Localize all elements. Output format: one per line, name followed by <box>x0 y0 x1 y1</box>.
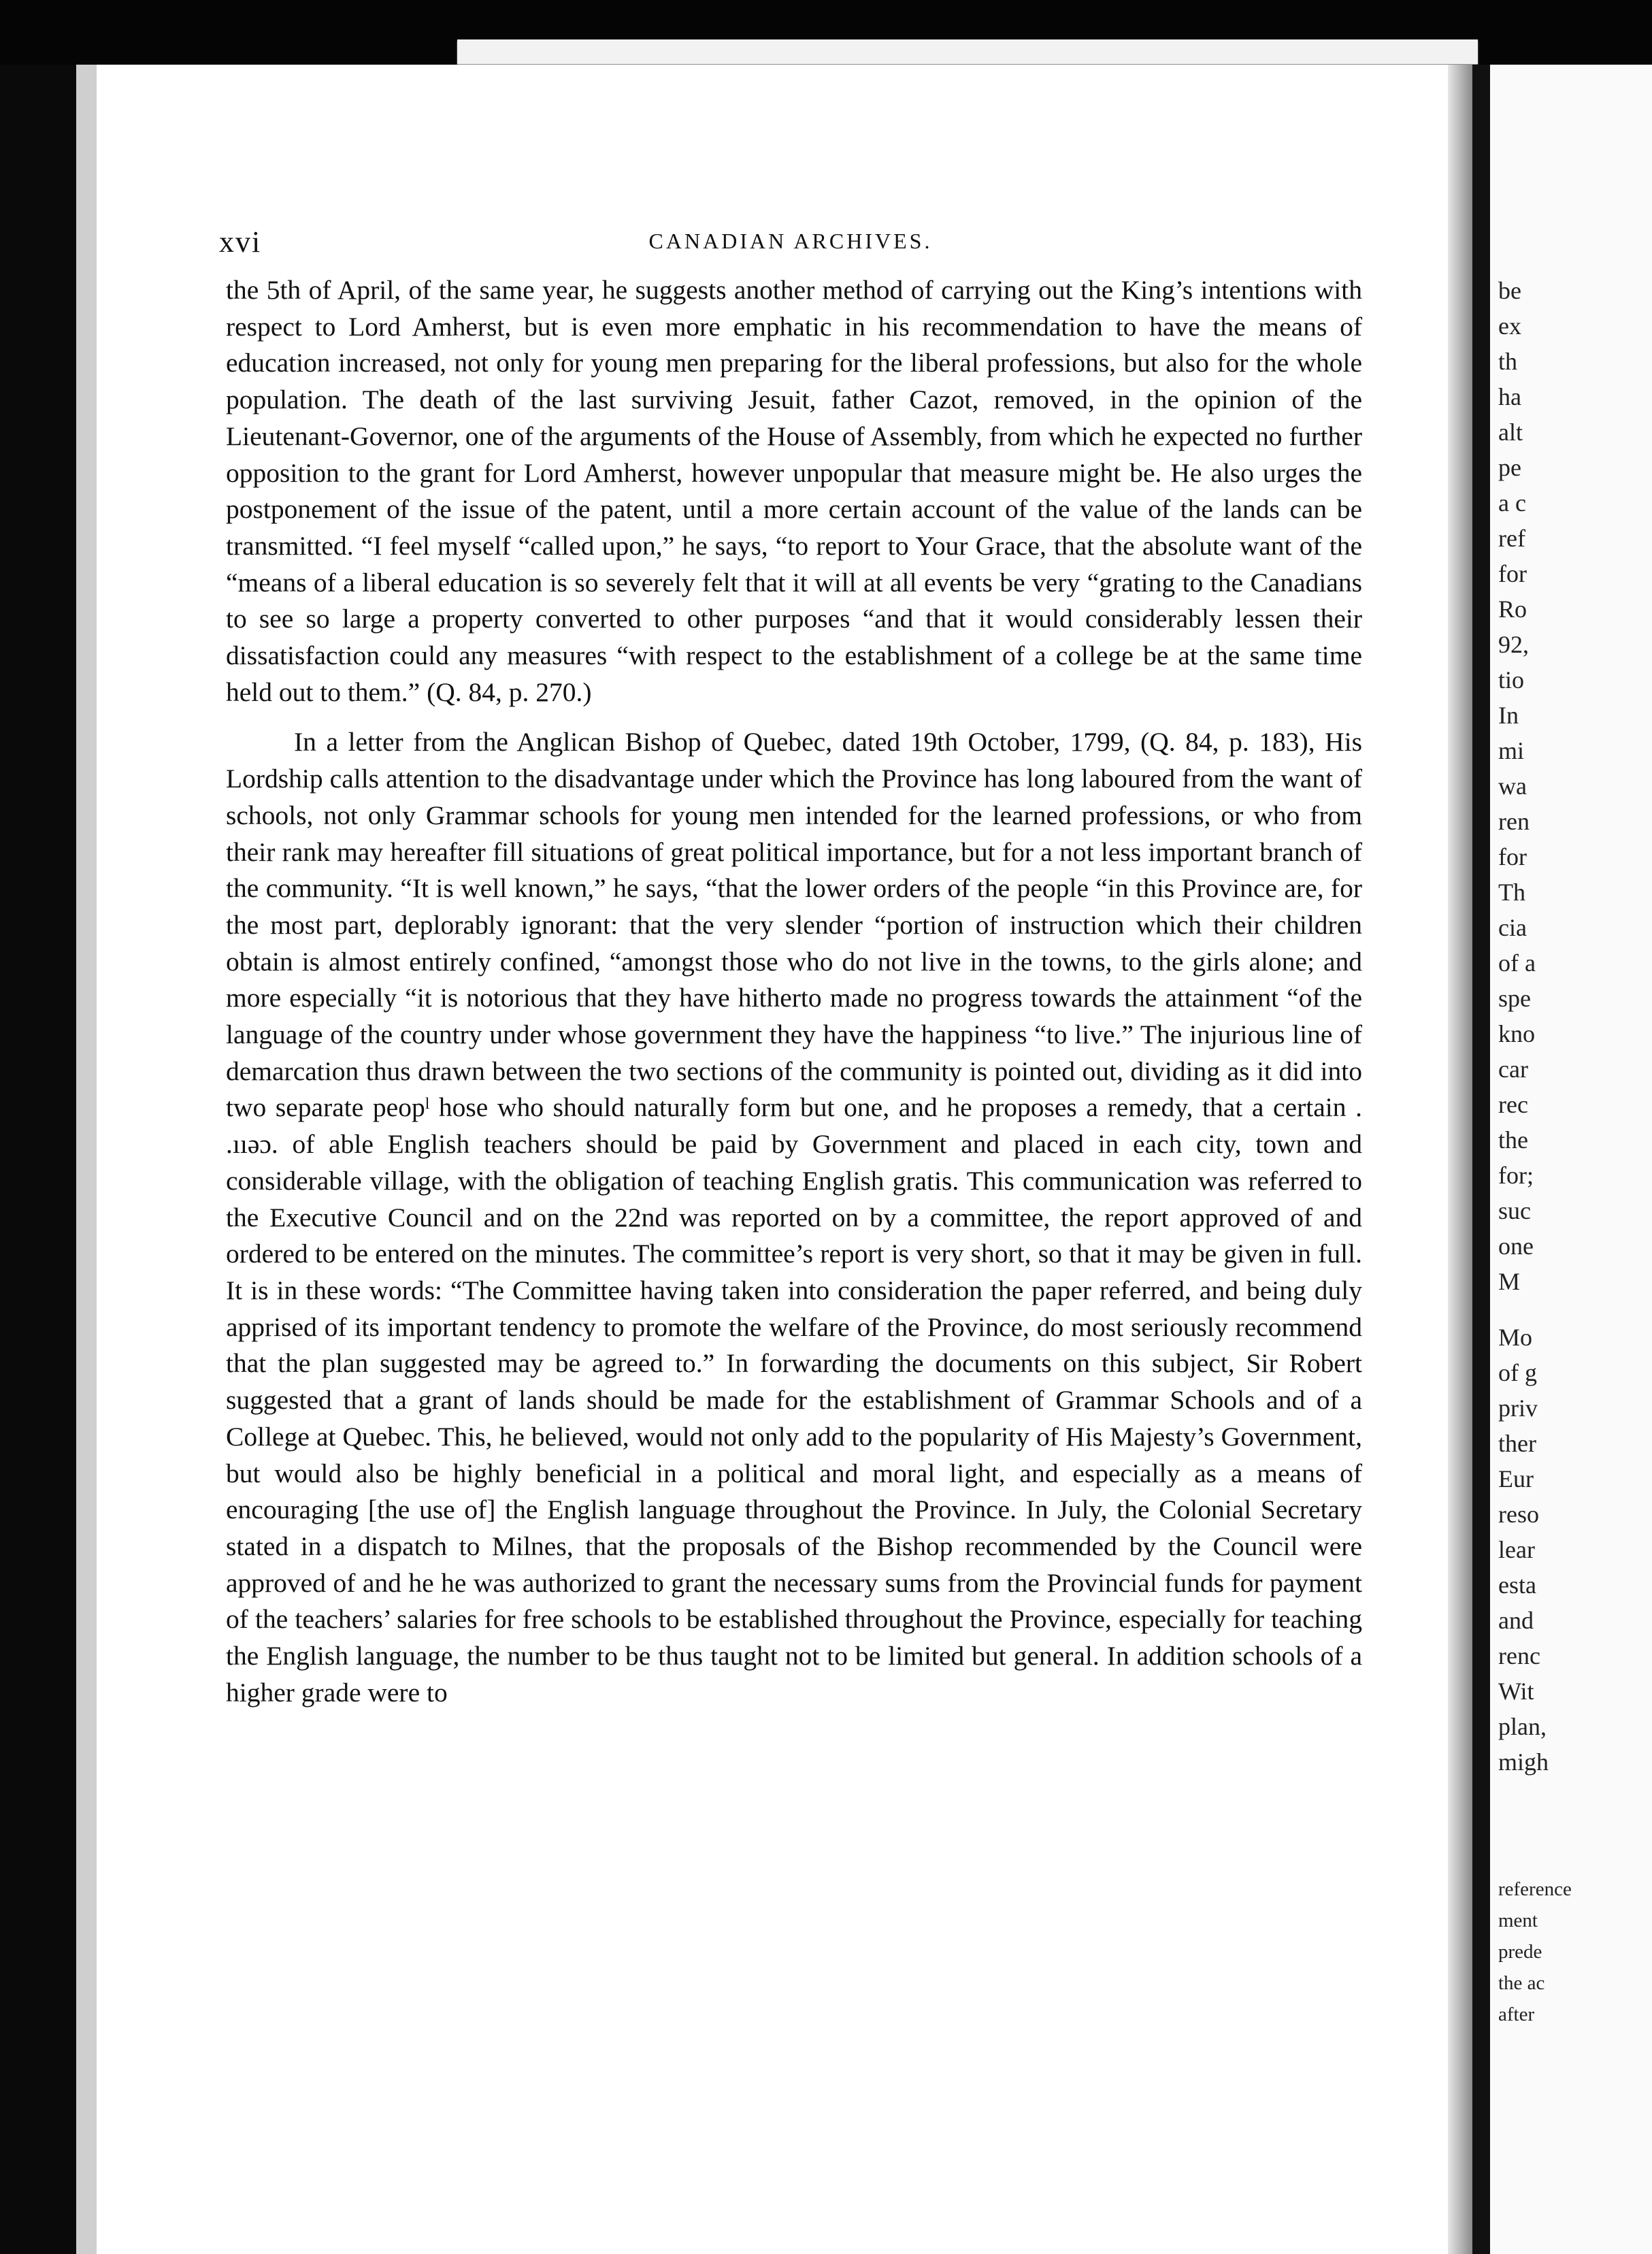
underlying-sheet-edge <box>457 39 1478 64</box>
fragment-line: M <box>1498 1268 1521 1295</box>
fragment-line: plan, <box>1498 1713 1547 1740</box>
fragment-line: In <box>1498 702 1519 729</box>
fragment-line: wa <box>1498 772 1527 800</box>
fragment-line: 92, <box>1498 631 1529 658</box>
fragment-line: the <box>1498 1126 1528 1154</box>
fragment-line: suc <box>1498 1197 1531 1224</box>
fragment-line: and <box>1498 1607 1534 1634</box>
fragment-line: car <box>1498 1056 1528 1083</box>
book-gutter <box>1472 65 1490 2254</box>
fragment-line: the ac <box>1498 1972 1545 1994</box>
fragment-line: kno <box>1498 1020 1535 1047</box>
fragment-line: lear <box>1498 1536 1535 1563</box>
fragment-line: reso <box>1498 1501 1539 1528</box>
fragment-line: ex <box>1498 312 1521 340</box>
scanner-background-left <box>0 65 76 2254</box>
fragment-line: priv <box>1498 1394 1538 1422</box>
fragment-line: renc <box>1498 1642 1540 1669</box>
fragment-line: for <box>1498 560 1527 587</box>
fragment-line: of g <box>1498 1359 1537 1386</box>
fragment-line: ren <box>1498 808 1530 835</box>
page-number: xvi <box>219 225 262 259</box>
fragment-line: for <box>1498 843 1527 870</box>
fragment-line: pe <box>1498 454 1521 481</box>
fragment-line: migh <box>1498 1748 1549 1776</box>
fragment-line: Eur <box>1498 1465 1534 1492</box>
fragment-line: reference <box>1498 1878 1572 1900</box>
fragment-line: rec <box>1498 1091 1528 1118</box>
fragment-line: for; <box>1498 1162 1534 1189</box>
fragment-line: prede <box>1498 1941 1542 1963</box>
fragment-line: ha <box>1498 383 1521 410</box>
fragment-line: th <box>1498 348 1518 375</box>
fragment-line: one <box>1498 1232 1534 1260</box>
fragment-line: tio <box>1498 666 1525 693</box>
paragraph-1: the 5th of April, of the same year, he suggests another method of carrying out the King’s intentions with respect to Lord Amherst, but is even more emphatic in his recommendation to have the means of education increased, not only for young men preparing for the liberal professions, but also for the whole population. The death of the last surviving Jesuit, father Cazot, removed, in the opinion of the Lieutenant-Governor, one of the arguments of the House of Assembly, from which he expected no further opposition to the grant for Lord Amherst, however unpopular that measure might be. He also urges the postponement of the issue of the patent, until a more certain account of the value of the lands can be transmitted. “I feel myself “called upon,” he says, “to report to Your Grace, that the absolute want of the “means of a liberal education is so severely felt that it will at all events be very “grating to the Canadians to see so large a property converted to other purposes “and that it would considerably lessen their dissatisfaction could any measures “with respect to the establishment of a college be at the same time held out to them.” (Q. 84, p. 270.) <box>226 275 1362 707</box>
fragment-line: alt <box>1498 419 1523 446</box>
page-spine-shadow <box>1448 65 1472 2254</box>
fragment-line: Th <box>1498 879 1525 906</box>
paragraph-2: In a letter from the Anglican Bishop of Quebec, dated 19th October, 1799, (Q. 84, p. 183), His Lordship calls attention to the disadvantage under which the Province has long laboured from the want of schools, not only Grammar schools for young men intended for the learned professions, or who from their rank may hereafter fill situations of great political importance, but for a not less important branch of the community. “It is well known,” he says, “that the lower orders of the people “in this Province are, for the most part, deplorably ignorant: that the very slender “portion of instruction which their children obtain is almost entirely confined, “amongst those who do not live in the towns, to the girls alone; and more especially “it is notorious that they have hitherto made no progress towards the attainment “of the language of the country under whose government they have the happiness “to live.” The injurious line of demarcation thus drawn between the two sections of the community is pointed out, dividing as it did into two separate peopˡ hose who should naturally form but one, and he proposes a remedy, that a certain . .ııəɔ. of able English teachers should be paid by Government and placed in each city, town and considerable village, with the obligation of teaching English gratis. This communication was referred to the Executive Council and on the 22nd was reported on by a committee, the report approved of and ordered to be entered on the minutes. The committee’s report is very short, so that it may be given in full. It is in these words: “The Committee having taken into consideration the paper referred, and being duly apprised of its important tendency to promote the welfare of the Province, do most seriously recommend that the plan suggested may be agreed to.” In forwarding the documents on this subject, Sir Robert suggested that a grant of lands should be made for the establishment of Grammar Schools and of a College at Quebec. This, he believed, would not only add to the popularity of His Majesty’s Government, but would also be highly beneficial in a political and moral light, and especially as a means of encouraging [the use of] the English language throughout the Province. In July, the Colonial Secretary stated in a dispatch to Milnes, that the proposals of the Bishop recommended by the Council were approved of and he he was authorized to grant the necessary sums from the Provincial funds for payment of the teachers’ salaries for free schools to be established throughout the Province, especially for teaching the English language, the number to be thus taught not to be limited but general. In addition schools of a higher grade were to <box>226 727 1362 1708</box>
fragment-line: a c <box>1498 489 1526 517</box>
fragment-line: Ro <box>1498 595 1527 623</box>
page-header <box>219 225 1362 265</box>
fragment-line: ment <box>1498 1910 1538 1931</box>
fragment-line: cia <box>1498 914 1527 941</box>
fragment-line: ref <box>1498 525 1525 552</box>
fragment-line: esta <box>1498 1571 1536 1599</box>
fragment-line: of a <box>1498 949 1536 977</box>
fragment-line: mi <box>1498 737 1525 764</box>
fragment-line: Wit <box>1498 1678 1534 1705</box>
fragment-line: ther <box>1498 1430 1536 1457</box>
fragment-line: be <box>1498 277 1521 304</box>
running-title: CANADIAN ARCHIVES. <box>648 229 933 253</box>
fragment-line: after <box>1498 2004 1535 2025</box>
fragment-line: spe <box>1498 985 1531 1012</box>
fragment-line: Mo <box>1498 1324 1533 1351</box>
main-text <box>226 272 1362 1711</box>
